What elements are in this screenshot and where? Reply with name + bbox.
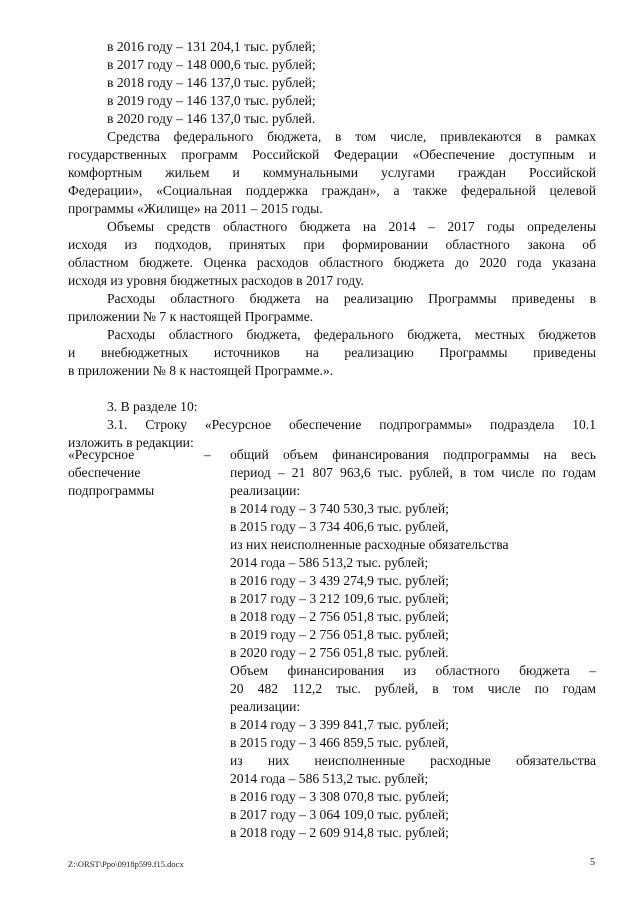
section-heading: 3. В разделе 10: xyxy=(107,399,198,414)
appendix7-paragraph-line: приложении № 7 к настоящей Программе. xyxy=(68,309,314,324)
intro-year-line: в 2018 году – 146 137,0 тыс. рублей; xyxy=(107,75,316,90)
resource-line: реализации: xyxy=(230,699,301,714)
resource-line: Объем финансирования из областного бюджета – xyxy=(230,663,596,678)
resource-line: 2014 года – 586 513,2 тыс. рублей; xyxy=(230,555,429,570)
resource-line: 20 482 112,2 тыс. рублей, в том числе по годам xyxy=(230,681,596,696)
resource-line: из них неисполненные расходные обязательства xyxy=(230,753,596,768)
regional-paragraph-line: областном бюджете. Оценка расходов областного бюджета до 2020 года указана xyxy=(68,255,596,270)
regional-paragraph-line: исходя из уровня бюджетных расходов в 2017 году. xyxy=(68,273,364,288)
regional-paragraph-line: исходя из подходов, принятых при формировании областного закона об xyxy=(68,237,596,252)
intro-year-line: в 2017 году – 148 000,6 тыс. рублей; xyxy=(107,57,316,72)
footer-file-path: Z:\ORST\Ppo\0918p599.f15.docx xyxy=(68,859,184,869)
resource-line: в 2017 году – 3 212 109,6 тыс. рублей; xyxy=(230,591,449,606)
intro-year-line: в 2016 году – 131 204,1 тыс. рублей; xyxy=(107,39,316,54)
subsection-paragraph-line: изложить в редакции: xyxy=(68,435,194,450)
resource-line: в 2020 году – 2 756 051,8 тыс. рублей. xyxy=(230,645,449,660)
resource-label-line: подпрограммы xyxy=(68,483,155,498)
federal-paragraph-line: комфортным жильем и коммунальными услугами граждан Российской xyxy=(68,165,596,180)
resource-line: общий объем финансирования подпрограммы на весь xyxy=(230,447,596,462)
subsection-paragraph-line: 3.1. Строку «Ресурсное обеспечение подпрограммы» подраздела 10.1 xyxy=(107,417,596,432)
resource-line: в 2014 году – 3 399 841,7 тыс. рублей; xyxy=(230,717,449,732)
resource-line: в 2015 году – 3 734 406,6 тыс. рублей, xyxy=(230,519,449,534)
resource-line: в 2016 году – 3 308 070,8 тыс. рублей; xyxy=(230,789,449,804)
appendix7-paragraph-line: Расходы областного бюджета на реализацию Программы приведены в xyxy=(107,291,596,306)
resource-line: реализации: xyxy=(230,483,301,498)
page-number: 5 xyxy=(590,857,595,868)
federal-paragraph-line: программы «Жилище» на 2011 – 2015 годы. xyxy=(68,201,323,216)
intro-year-line: в 2019 году – 146 137,0 тыс. рублей; xyxy=(107,93,316,108)
resource-line: в 2018 году – 2 756 051,8 тыс. рублей; xyxy=(230,609,449,624)
appendix8-paragraph-line: Расходы областного бюджета, федерального бюджета, местных бюджетов xyxy=(107,327,596,342)
regional-paragraph-line: Объемы средств областного бюджета на 2014 – 2017 годы определены xyxy=(107,219,596,234)
federal-paragraph-line: Средства федерального бюджета, в том числе, привлекаются в рамках xyxy=(107,129,596,144)
appendix8-paragraph-line: и внебюджетных источников на реализацию Программы приведены xyxy=(68,345,596,360)
resource-label-line: «Ресурсное xyxy=(68,447,135,462)
resource-line: 2014 года – 586 513,2 тыс. рублей; xyxy=(230,771,429,786)
resource-label-dash: – xyxy=(204,447,211,462)
resource-label-line: обеспечение xyxy=(68,465,141,480)
appendix8-paragraph-line: в приложении № 8 к настоящей Программе.». xyxy=(68,363,334,378)
federal-paragraph-line: Федерации», «Социальная поддержка граждан», а также федеральной целевой xyxy=(68,183,596,198)
resource-line: в 2017 году – 3 064 109,0 тыс. рублей; xyxy=(230,807,449,822)
resource-line: в 2019 году – 2 756 051,8 тыс. рублей; xyxy=(230,627,449,642)
federal-paragraph-line: государственных программ Российской Федерации «Обеспечение доступным и xyxy=(68,147,596,162)
intro-year-line: в 2020 году – 146 137,0 тыс. рублей. xyxy=(107,111,316,126)
resource-line: период – 21 807 963,6 тыс. рублей, в том числе по годам xyxy=(230,465,596,480)
resource-line: в 2016 году – 3 439 274,9 тыс. рублей; xyxy=(230,573,449,588)
resource-line: в 2015 году – 3 466 859,5 тыс. рублей, xyxy=(230,735,449,750)
resource-line: в 2014 году – 3 740 530,3 тыс. рублей; xyxy=(230,501,449,516)
resource-line: в 2018 году – 2 609 914,8 тыс. рублей; xyxy=(230,825,449,840)
resource-line: из них неисполненные расходные обязательства xyxy=(230,537,509,552)
